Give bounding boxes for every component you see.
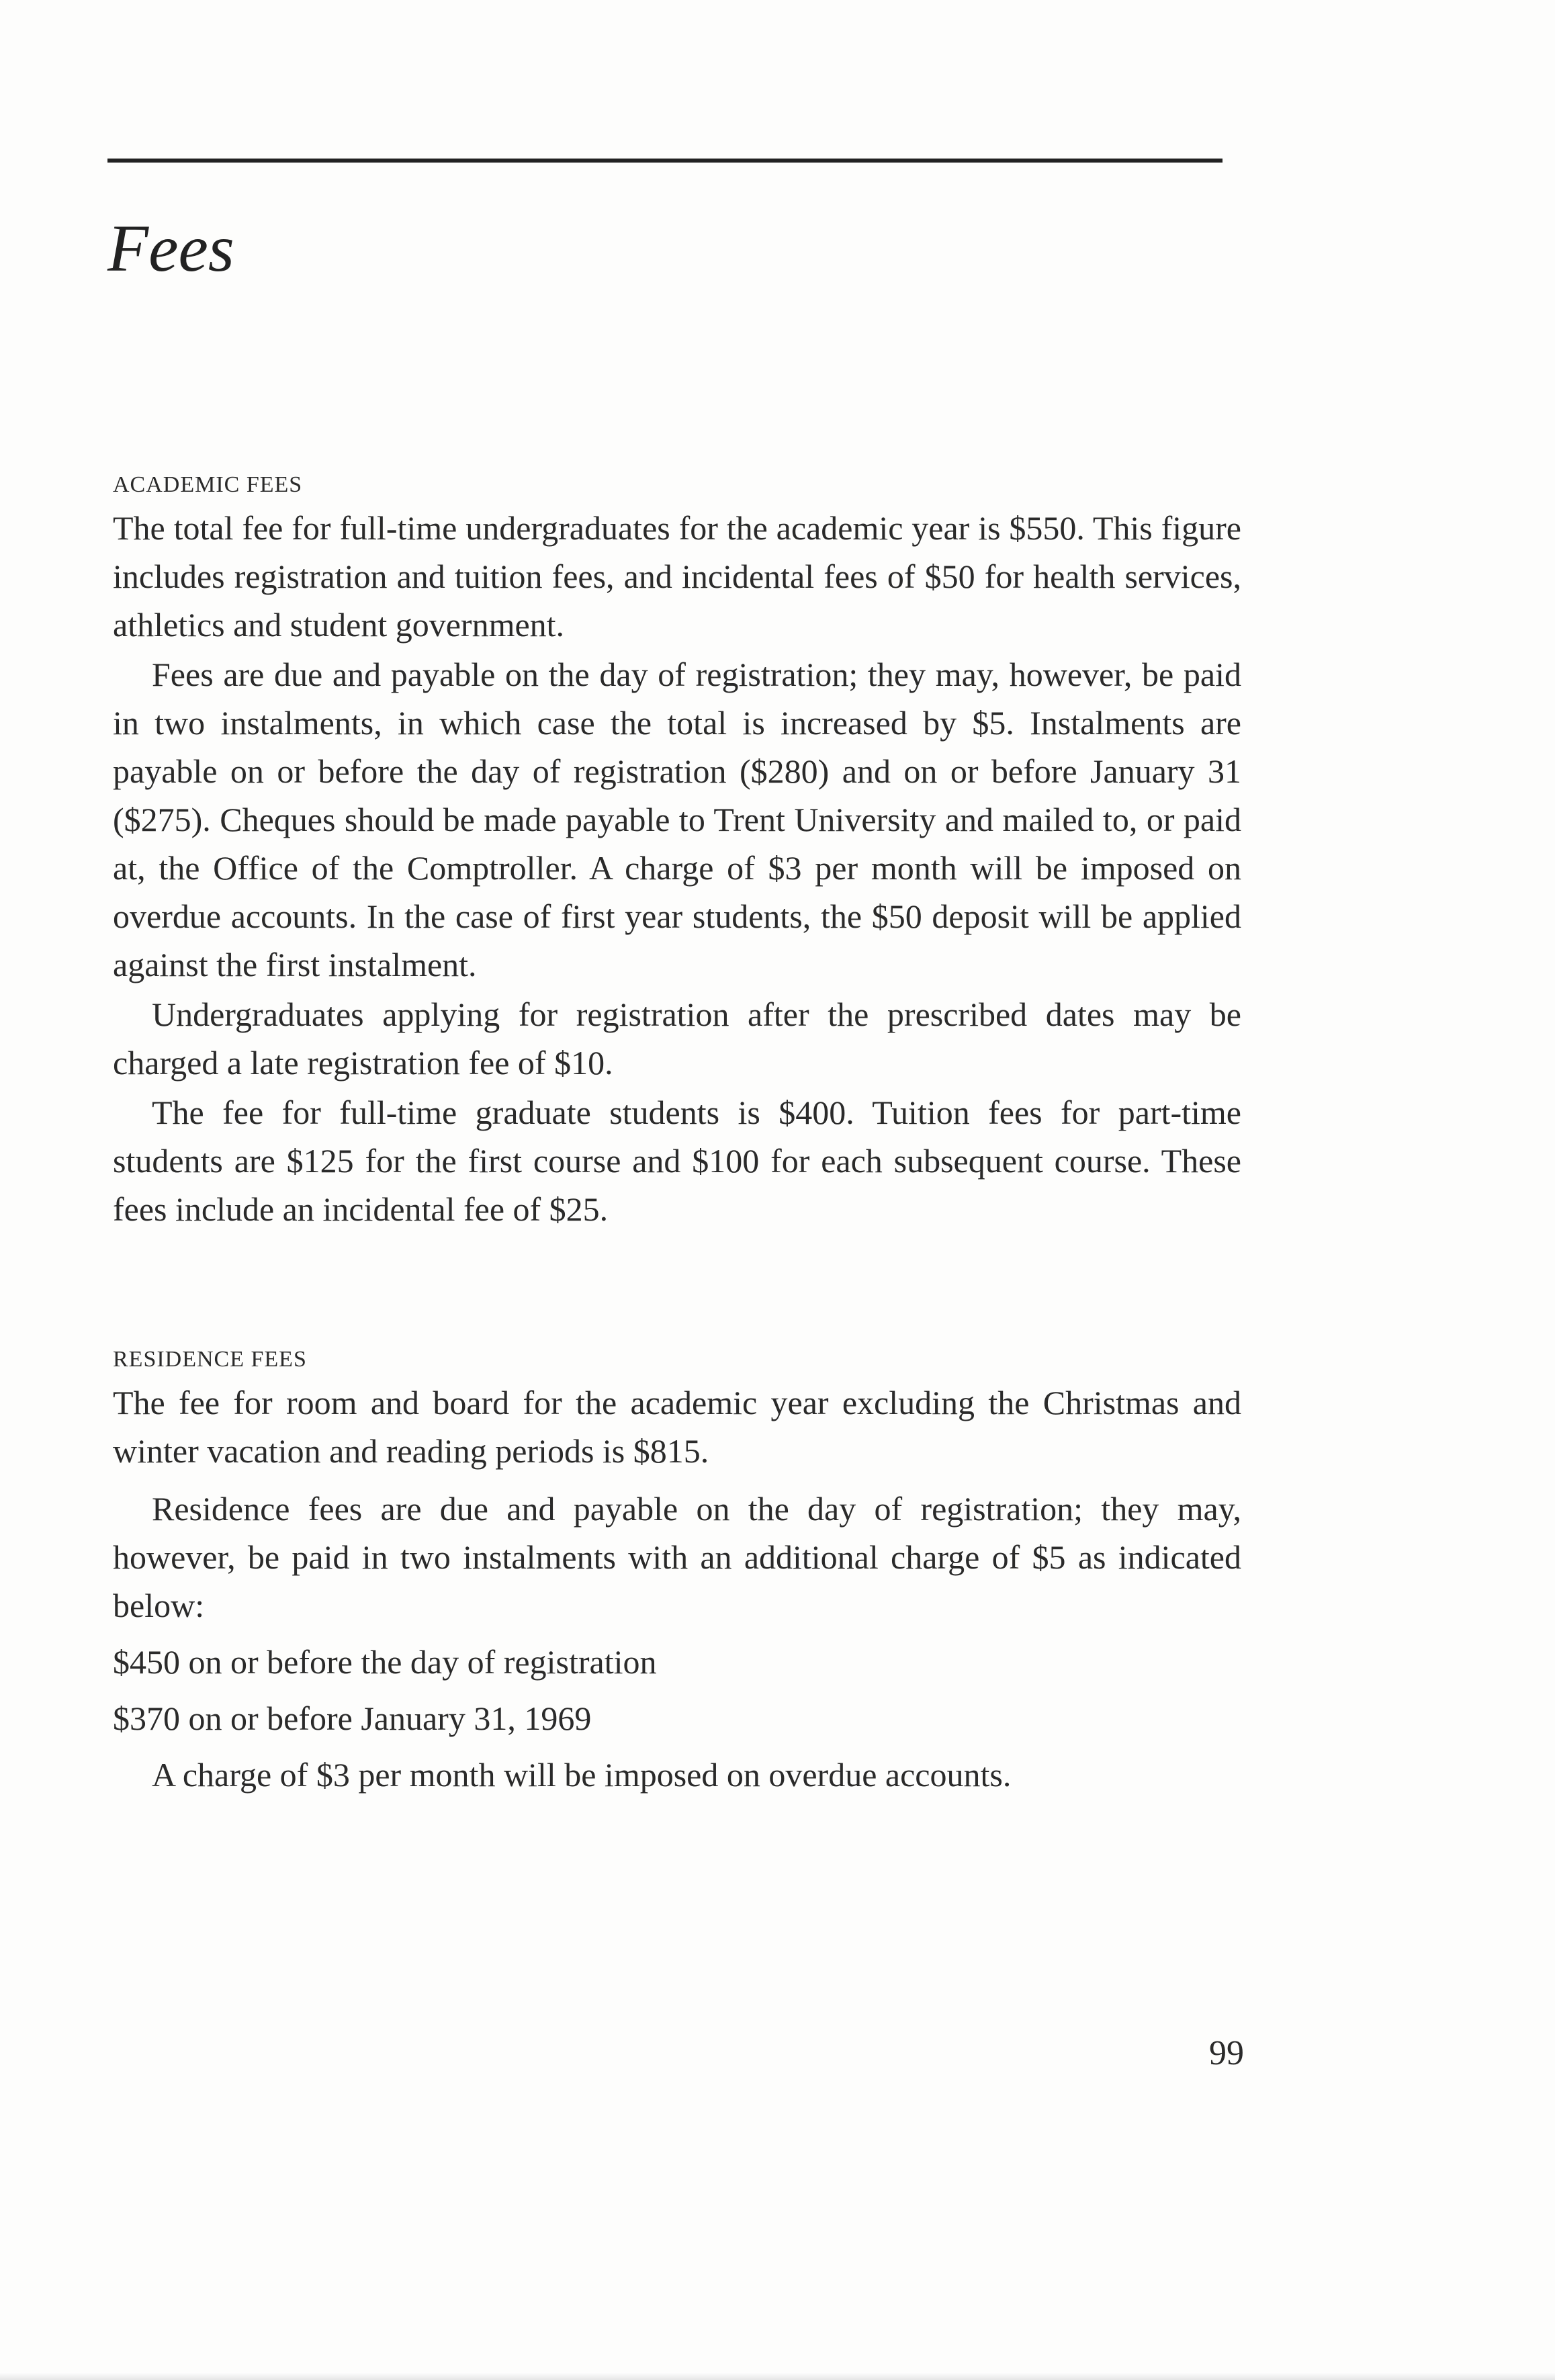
academic-paragraph-payment: Fees are due and payable on the day of registration; they may, however, be paid in two instalments, in which case the total is increased by $5. Instalments are payable on or before the day of registration ($280) and on or before January 31 ($275). Cheques should be made payable to Trent University and mailed to, or paid at, the Office of the Comptroller. A charge of $3 per month will be imposed on overdue accounts. In the case of first year students, the $50 deposit will be applied against the first instalment. — [113, 656, 1241, 983]
academic-fees-section — [113, 470, 1241, 1235]
page-number: 99 — [1209, 2034, 1244, 2072]
academic-fees-heading: ACADEMIC FEES — [113, 472, 303, 497]
page-title: Fees — [107, 211, 234, 285]
academic-paragraph-total-fee: The total fee for full-time undergraduates for the academic year is $550. This figure includes registration and tuition fees, and incidental fees of $50 for health services, athletics and student government. — [113, 509, 1241, 644]
academic-paragraph-graduate-fees: The fee for full-time graduate students is $400. Tuition fees for part-time students are $125 for the first course and $100 for each subsequent course. These fees include an incidental fee of $25. — [113, 1094, 1241, 1228]
residence-instalment-first: $450 on or before the day of registration — [113, 1643, 657, 1681]
residence-paragraph-room-board: The fee for room and board for the academic year excluding the Christmas and winter vacation and reading periods is $815. — [113, 1384, 1241, 1470]
title-rule — [107, 159, 1223, 163]
page-edge-shadow — [0, 2372, 1555, 2380]
residence-fees-section — [113, 1345, 1241, 1799]
academic-paragraph-late-registration: Undergraduates applying for registration after the prescribed dates may be charged a late registration fee of $10. — [113, 996, 1241, 1082]
residence-instalment-second: $370 on or before January 31, 1969 — [113, 1700, 592, 1737]
residence-fees-heading: RESIDENCE FEES — [113, 1347, 307, 1372]
residence-overdue-note: A charge of $3 per month will be imposed on overdue accounts. — [152, 1756, 1012, 1794]
residence-paragraph-payment: Residence fees are due and payable on the day of registration; they may, however, be paid in two instalments with an additional charge of $5 as indicated below: — [113, 1490, 1241, 1624]
